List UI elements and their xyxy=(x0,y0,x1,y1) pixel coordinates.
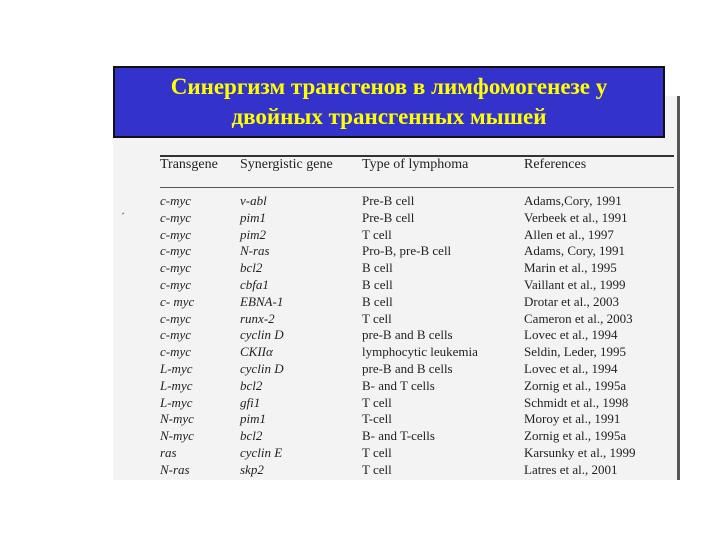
cell-reference: Vaillant et al., 1999 xyxy=(524,276,626,292)
cell-reference: Verbeek et al., 1991 xyxy=(524,209,628,225)
cell-reference: Latres et al., 2001 xyxy=(524,461,618,477)
cell-transgene: L-myc xyxy=(160,394,193,410)
cell-lymphoma-type: T cell xyxy=(362,394,392,410)
table-row xyxy=(0,243,720,260)
cell-transgene: c-myc xyxy=(160,260,192,276)
cell-transgene: L-myc xyxy=(160,377,193,393)
cell-synergistic-gene: bcl2 xyxy=(240,428,263,444)
cell-synergistic-gene: cyclin D xyxy=(240,360,284,376)
title-line-1: Синергизм трансгенов в лимфомогенезе у xyxy=(170,74,608,99)
table-row xyxy=(0,294,720,311)
table-row xyxy=(0,227,720,244)
header-lymphoma-type: Type of lymphoma xyxy=(362,157,469,172)
table-row xyxy=(0,361,720,378)
table-row xyxy=(0,260,720,277)
cell-transgene: N-ras xyxy=(160,461,190,477)
cell-transgene: N-myc xyxy=(160,411,194,427)
cell-lymphoma-type: T cell xyxy=(362,461,392,477)
cell-lymphoma-type: B- and T cells xyxy=(362,377,435,393)
cell-transgene: c-myc xyxy=(160,243,192,259)
cell-lymphoma-type: B- and T-cells xyxy=(362,428,435,444)
cell-synergistic-gene: bcl2 xyxy=(240,377,263,393)
cell-transgene: c-myc xyxy=(160,209,192,225)
table-row xyxy=(0,344,720,361)
cell-reference: Cameron et al., 2003 xyxy=(524,310,633,326)
cell-reference: Lovec et al., 1994 xyxy=(524,360,618,376)
cell-transgene: N-myc xyxy=(160,428,194,444)
cell-synergistic-gene: CKIIα xyxy=(240,344,273,360)
cell-lymphoma-type: Pro-B, pre-B cell xyxy=(362,243,452,259)
cell-transgene: c- myc xyxy=(160,293,195,309)
cell-reference: Drotar et al., 2003 xyxy=(524,293,619,309)
table-row xyxy=(0,411,720,428)
cell-synergistic-gene: N-ras xyxy=(240,243,270,259)
cell-reference: Moroy et al., 1991 xyxy=(524,411,621,427)
cell-reference: Allen et al., 1997 xyxy=(524,226,614,242)
cell-synergistic-gene: pim2 xyxy=(240,226,266,242)
table-body xyxy=(0,193,720,479)
cell-lymphoma-type: B cell xyxy=(362,293,393,309)
cell-lymphoma-type: B cell xyxy=(362,260,393,276)
cell-lymphoma-type: T cell xyxy=(362,310,392,326)
table-header-rule xyxy=(160,187,674,188)
cell-synergistic-gene: pim1 xyxy=(240,411,266,427)
cell-synergistic-gene: gfi1 xyxy=(240,394,261,410)
cell-transgene: ras xyxy=(160,444,177,460)
table-row xyxy=(0,378,720,395)
table-row xyxy=(0,428,720,445)
cell-lymphoma-type: T-cell xyxy=(362,411,392,427)
cell-lymphoma-type: Pre-B cell xyxy=(362,209,415,225)
cell-synergistic-gene: cbfa1 xyxy=(240,276,269,292)
cell-transgene: c-myc xyxy=(160,344,192,360)
table-row xyxy=(0,395,720,412)
cell-lymphoma-type: T cell xyxy=(362,226,392,242)
slide-title xyxy=(113,66,665,138)
title-line-2: двойных трансгенных мышей xyxy=(231,104,547,129)
cell-synergistic-gene: pim1 xyxy=(240,209,266,225)
header-synergistic-gene: Synergistic gene xyxy=(240,157,333,172)
table-row xyxy=(0,210,720,227)
table-row xyxy=(0,327,720,344)
cell-synergistic-gene: bcl2 xyxy=(240,260,263,276)
cell-lymphoma-type: lymphocytic leukemia xyxy=(362,344,478,360)
table-row xyxy=(0,445,720,462)
cell-reference: Zornig et al., 1995a xyxy=(524,377,627,393)
cell-synergistic-gene: EBNA-1 xyxy=(240,293,284,309)
cell-synergistic-gene: runx-2 xyxy=(240,310,275,326)
cell-transgene: c-myc xyxy=(160,193,192,208)
cell-lymphoma-type: Pre-B cell xyxy=(362,193,415,208)
cell-lymphoma-type: T cell xyxy=(362,444,392,460)
cell-reference: Adams, Cory, 1991 xyxy=(524,243,625,259)
table-row xyxy=(0,462,720,479)
cell-reference: Seldin, Leder, 1995 xyxy=(524,344,627,360)
cell-synergistic-gene: v-abl xyxy=(240,193,267,208)
cell-synergistic-gene: skp2 xyxy=(240,461,264,477)
cell-reference: Adams,Cory, 1991 xyxy=(524,193,622,208)
table-row xyxy=(0,311,720,328)
header-transgene: Transgene xyxy=(160,157,218,172)
table-row xyxy=(0,277,720,294)
cell-reference: Lovec et al., 1994 xyxy=(524,327,618,343)
cell-transgene: c-myc xyxy=(160,276,192,292)
cell-synergistic-gene: cyclin D xyxy=(240,327,284,343)
cell-reference: Schmidt et al., 1998 xyxy=(524,394,629,410)
table-row xyxy=(0,193,720,210)
cell-reference: Karsunky et al., 1999 xyxy=(524,444,636,460)
cell-transgene: L-myc xyxy=(160,360,193,376)
cell-lymphoma-type: pre-B and B cells xyxy=(362,327,453,343)
scan-mark: ˊ xyxy=(121,210,125,224)
cell-reference: Marin et al., 1995 xyxy=(524,260,617,276)
cell-transgene: c-myc xyxy=(160,310,192,326)
cell-synergistic-gene: cyclin E xyxy=(240,444,283,460)
cell-transgene: c-myc xyxy=(160,327,192,343)
header-references: References xyxy=(524,157,587,172)
cell-lymphoma-type: pre-B and B cells xyxy=(362,360,453,376)
cell-reference: Zornig et al., 1995a xyxy=(524,428,627,444)
cell-transgene: c-myc xyxy=(160,226,192,242)
cell-lymphoma-type: B cell xyxy=(362,276,393,292)
